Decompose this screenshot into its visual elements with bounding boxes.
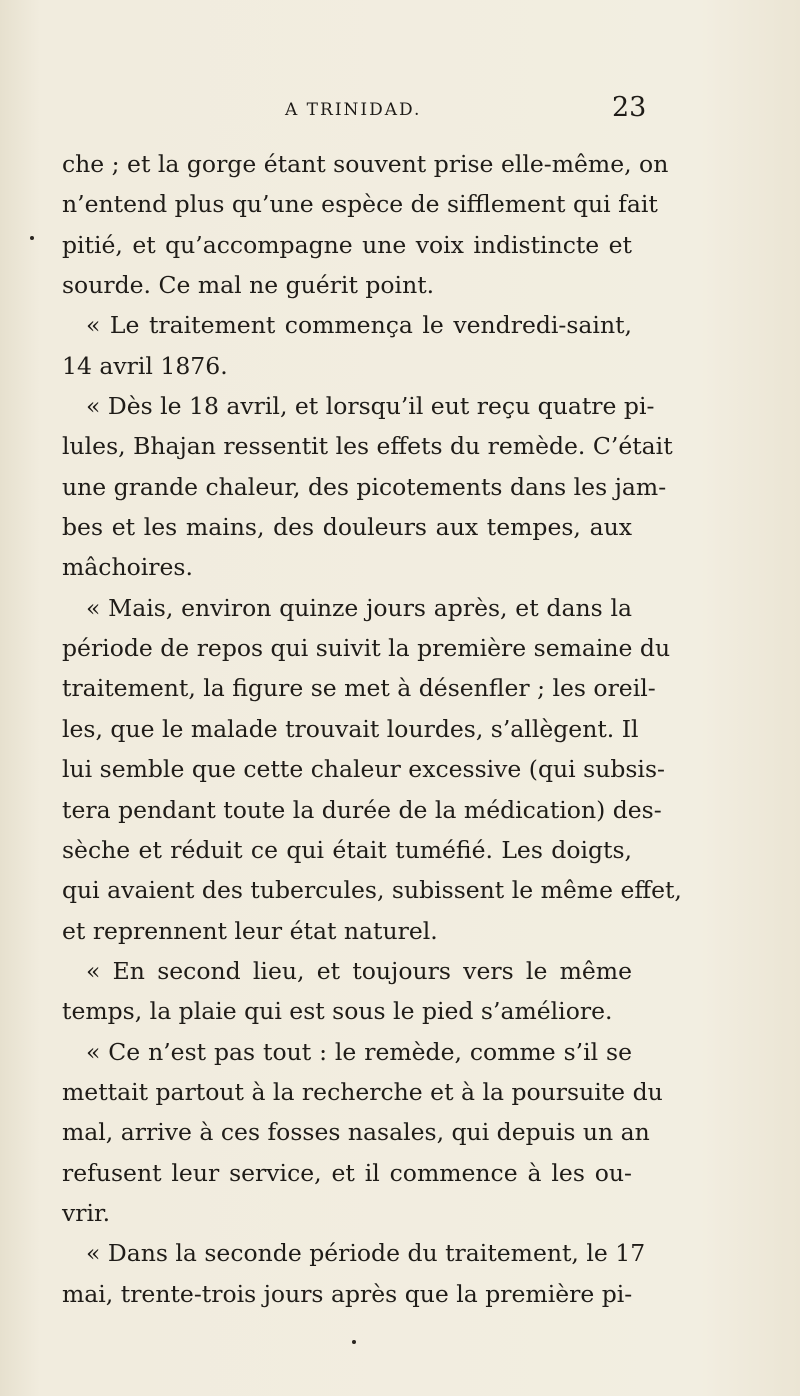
- text-line: lui semble que cette chaleur excessive (qui subsis-: [62, 755, 665, 784]
- text-line: mettait partout à la recherche et à la poursuite du: [62, 1077, 663, 1106]
- text-line: mâchoires.: [62, 553, 193, 582]
- text-line: une grande chaleur, des picotements dans les jam-: [62, 472, 667, 501]
- body-text: [62, 144, 682, 1314]
- text-line: « Le traitement commença le vendredi-saint,: [86, 311, 632, 340]
- text-line: « Mais, environ quinze jours après, et dans la: [86, 593, 632, 622]
- page-header: [0, 92, 800, 132]
- text-line: « Dans la seconde période du traitement, le 17: [86, 1239, 646, 1268]
- page-number: 23: [612, 92, 647, 123]
- text-line: les, que le malade trouvait lourdes, s’allègent. Il: [62, 714, 639, 743]
- text-line: bes et les mains, des douleurs aux tempes, aux: [62, 513, 632, 542]
- text-line: pitié, et qu’accompagne une voix indistincte et: [62, 230, 632, 259]
- text-line: lules, Bhajan ressentit les effets du remède. C’était: [62, 432, 673, 461]
- paper-speck: [30, 236, 34, 240]
- text-line: vrir.: [62, 1198, 111, 1227]
- text-line: sèche et réduit ce qui était tuméfié. Les doigts,: [62, 835, 632, 864]
- text-line: « Ce n’est pas tout : le remède, comme s’il se: [86, 1037, 632, 1066]
- text-line: et reprennent leur état naturel.: [62, 916, 438, 945]
- running-title: A TRINIDAD.: [285, 100, 422, 120]
- text-line: sourde. Ce mal ne guérit point.: [62, 271, 435, 300]
- text-line: qui avaient des tubercules, subissent le même effet,: [62, 876, 682, 905]
- text-line: refusent leur service, et il commence à les ou-: [62, 1158, 632, 1187]
- text-line: n’entend plus qu’une espèce de sifflement qui fait: [62, 190, 658, 219]
- text-line: che ; et la gorge étant souvent prise elle-même, on: [62, 150, 669, 178]
- paper-speck: [352, 1340, 356, 1344]
- text-line: « En second lieu, et toujours vers le même: [86, 956, 632, 985]
- text-line: mai, trente-trois jours après que la première pi-: [62, 1279, 633, 1308]
- text-line: période de repos qui suivit la première semaine du: [62, 634, 671, 663]
- text-line: 14 avril 1876.: [62, 351, 228, 380]
- text-line: tera pendant toute la durée de la médication) des-: [62, 795, 662, 824]
- text-line: traitement, la figure se met à désenfler ; les oreil-: [62, 674, 656, 703]
- text-line: mal, arrive à ces fosses nasales, qui depuis un an: [62, 1118, 650, 1147]
- text-line: « Dès le 18 avril, et lorsqu’il eut reçu quatre pi-: [86, 392, 655, 421]
- text-line: temps, la plaie qui est sous le pied s’améliore.: [62, 997, 613, 1026]
